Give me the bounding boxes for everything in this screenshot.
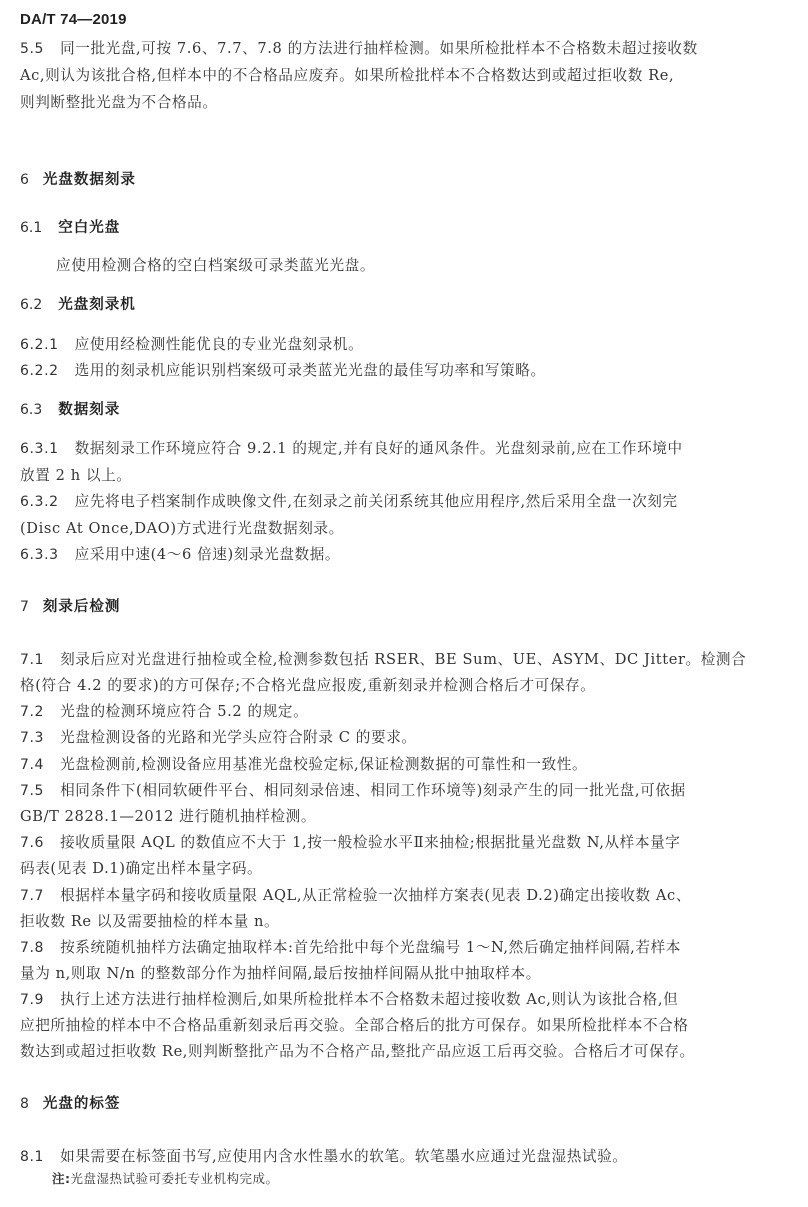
clause-text: 光盘的检测环境应符合 5.2 的规定。 (60, 703, 309, 720)
section-title: 光盘的标签 (42, 1096, 121, 1112)
section-6-1-heading (20, 219, 120, 237)
clause-text: 执行上述方法进行抽样检测后,如果所检批样本不合格数未超过接收数 Ac,则认为该批合格,但 (60, 991, 679, 1008)
clause-number: 6.3.1 (20, 441, 59, 457)
clause-7-5-line-1 (20, 782, 790, 800)
note-text: 光盘湿热试验可委托专业机构完成。 (70, 1171, 279, 1186)
clause-text: 应采用中速(4～6 倍速)刻录光盘数据。 (74, 546, 341, 563)
section-6-3-heading (20, 401, 120, 419)
clause-7-8-line-1 (20, 939, 790, 957)
clause-7-9-line-1 (20, 991, 790, 1009)
clause-text: 相同条件下(相同软硬件平台、相同刻录倍速、相同工作环境等)刻录产生的同一批光盘,可依据 (60, 782, 686, 799)
clause-7-8-line-2: 量为 n,则取 N/n 的整数部分作为抽样间隔,最后按抽样间隔从批中抽取样本。 (20, 965, 541, 982)
section-number: 6.2 (20, 297, 43, 313)
clause-number: 7.3 (20, 730, 45, 746)
clause-number: 7.4 (20, 757, 45, 773)
section-number: 6 (20, 172, 29, 188)
clause-text: 应先将电子档案制作成映像文件,在刻录之前关闭系统其他应用程序,然后采用全盘一次刻完 (74, 493, 678, 510)
clause-7-7-line-2: 拒收数 Re 以及需要抽检的样本量 n。 (20, 913, 280, 930)
clause-text: 如果需要在标签面书写,应使用内含水性墨水的软笔。软笔墨水应通过光盘湿热试验。 (60, 1148, 628, 1165)
clause-7-9-line-3: 数达到或超过拒收数 Re,则判断整批产品为不合格产品,整批产品应返工后再交验。合格后才可保存。 (20, 1043, 695, 1060)
clause-number: 6.3.3 (20, 547, 59, 563)
section-title: 光盘刻录机 (58, 297, 136, 313)
clause-6-3-1-line-1 (20, 440, 790, 458)
clause-number: 7.8 (20, 940, 45, 956)
clause-text: 根据样本量字码和接收质量限 AQL,从正常检验一次抽样方案表(见表 D.2)确定出接收数 Ac、 (60, 887, 692, 904)
clause-number: 7.9 (20, 992, 45, 1008)
section-6-heading (20, 171, 136, 189)
document-header-id: DA/T 74—2019 (20, 11, 127, 28)
clause-8-1-note (52, 1171, 279, 1187)
note-label: 注: (52, 1171, 71, 1186)
section-title: 光盘数据刻录 (42, 172, 136, 188)
clause-text: 光盘检测设备的光路和光学头应符合附录 C 的要求。 (60, 729, 417, 746)
section-title: 刻录后检测 (42, 599, 121, 615)
clause-7-4 (20, 756, 790, 774)
clause-5-5-line-1 (20, 40, 790, 58)
clause-7-1-line-1 (20, 651, 790, 669)
clause-text: 按系统随机抽样方法确定抽取样本:首先给批中每个光盘编号 1～N,然后确定抽样间隔,若样本 (60, 939, 681, 956)
section-number: 6.1 (20, 220, 43, 236)
clause-6-3-1-line-2: 放置 2 h 以上。 (20, 467, 132, 484)
clause-6-3-2-line-2: (Disc At Once,DAO)方式进行光盘数据刻录。 (20, 520, 344, 537)
clause-7-7-line-1 (20, 887, 790, 905)
section-number: 6.3 (20, 402, 43, 418)
clause-number: 6.3.2 (20, 494, 59, 510)
clause-7-1-line-2: 格(符合 4.2 的要求)的方可保存;不合格光盘应报废,重新刻录并检测合格后才可保存。 (20, 677, 596, 694)
section-6-2-heading (20, 296, 136, 314)
section-number: 8 (20, 1096, 29, 1112)
clause-5-5-line-2: Ac,则认为该批合格,但样本中的不合格品应废弃。如果所检批样本不合格数达到或超过拒收数 Re, (20, 67, 675, 84)
clause-number: 7.7 (20, 888, 45, 904)
section-title: 空白光盘 (58, 220, 121, 236)
clause-6-3-3 (20, 546, 790, 564)
clause-7-6-line-1 (20, 834, 790, 852)
clause-text: 刻录后应对光盘进行抽检或全检,检测参数包括 RSER、BE Sum、UE、ASYM、DC Jitter。检测合 (60, 651, 747, 668)
section-title: 数据刻录 (58, 402, 121, 418)
section-7-heading (20, 598, 120, 616)
clause-5-5-line-3: 则判断整批光盘为不合格品。 (20, 94, 218, 111)
clause-7-5-line-2: GB/T 2828.1—2012 进行随机抽样检测。 (20, 808, 317, 825)
clause-text: 光盘检测前,检测设备应用基准光盘校验定标,保证检测数据的可靠性和一致性。 (60, 756, 588, 773)
clause-number: 7.1 (20, 652, 45, 668)
section-8-heading (20, 1095, 120, 1113)
clause-7-9-line-2: 应把所抽检的样本中不合格品重新刻录后再交验。全部合格后的批方可保存。如果所检批样本不合格 (20, 1017, 689, 1034)
clause-number: 7.2 (20, 704, 45, 720)
clause-7-2 (20, 703, 790, 721)
clause-number: 6.2.2 (20, 363, 59, 379)
section-number: 7 (20, 599, 29, 615)
clause-number: 7.6 (20, 835, 45, 851)
clause-text: 同一批光盘,可按 7.6、7.7、7.8 的方法进行抽样检测。如果所检批样本不合格数未超过接收数 (60, 40, 698, 57)
clause-text: 接收质量限 AQL 的数值应不大于 1,按一般检验水平Ⅱ来抽检;根据批量光盘数 N,从样本量字 (60, 834, 681, 851)
clause-6-2-2 (20, 362, 790, 380)
clause-text: 选用的刻录机应能识别档案级可录类蓝光光盘的最佳写功率和写策略。 (74, 362, 546, 379)
clause-8-1 (20, 1148, 790, 1166)
clause-text: 数据刻录工作环境应符合 9.2.1 的规定,并有良好的通风条件。光盘刻录前,应在工作环境中 (74, 440, 683, 457)
clause-6-2-1 (20, 336, 790, 354)
clause-6-3-2-line-1 (20, 493, 790, 511)
clause-number: 7.5 (20, 783, 45, 799)
clause-text: 应使用经检测性能优良的专业光盘刻录机。 (74, 336, 364, 353)
clause-number: 8.1 (20, 1149, 45, 1165)
clause-number: 6.2.1 (20, 337, 59, 353)
clause-number: 5.5 (20, 41, 45, 57)
section-6-1-body: 应使用检测合格的空白档案级可录类蓝光光盘。 (56, 257, 376, 274)
clause-7-6-line-2: 码表(见表 D.1)确定出样本量字码。 (20, 860, 263, 877)
clause-7-3 (20, 729, 790, 747)
